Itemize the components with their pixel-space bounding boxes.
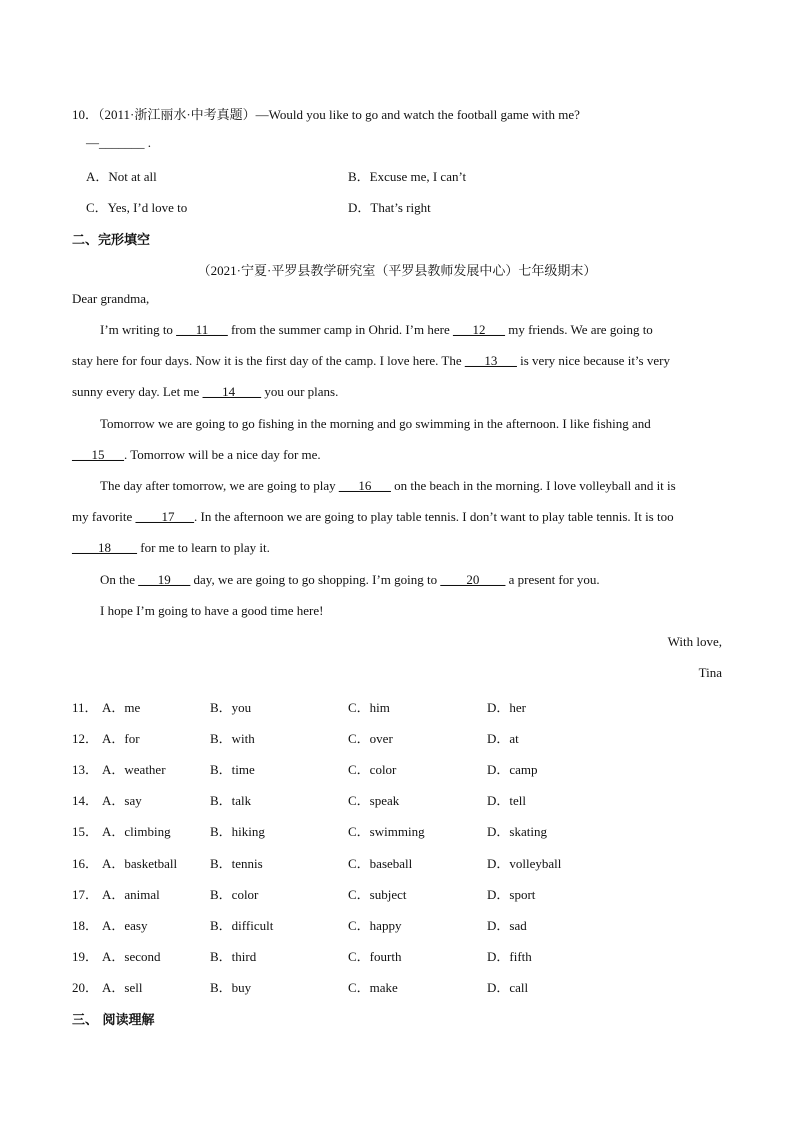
section-heading-reading: 三、 阅读理解 <box>72 1013 155 1028</box>
letter-p1-line3: sunny every day. Let me ___14____ you our plans. <box>72 384 339 399</box>
letter-p3-line3: ____18____ for me to learn to play it. <box>72 540 270 555</box>
letter-p1-line1: I’m writing to ___11___ from the summer camp in Ohrid. I’m here ___12___ my friends. We are going to <box>100 322 653 337</box>
letter-closing: With love, <box>667 634 722 649</box>
letter-signature: Tina <box>698 665 722 680</box>
choice-row-13: 13． A．weather B．time C．color D．camp <box>72 762 538 777</box>
question-10-option-b: B．Excuse me, I can’t <box>348 169 467 184</box>
letter-p1-line2: stay here for four days. Now it is the first day of the camp. I love here. The ___13___ is very nice because it’s very <box>72 353 670 368</box>
letter-p5: I hope I’m going to have a good time here! <box>100 603 324 618</box>
letter-p2-line2: ___15___. Tomorrow will be a nice day for me. <box>72 447 321 462</box>
question-10-option-a: A．Not at all <box>86 169 157 184</box>
choice-row-14: 14． A．say B．talk C．speak D．tell <box>72 793 526 808</box>
question-10-option-d: D．That’s right <box>348 200 431 215</box>
letter-p2-line1: Tomorrow we are going to go fishing in the morning and go swimming in the afternoon. I like fishing and <box>100 416 651 431</box>
blank-15: ___15___ <box>72 447 124 462</box>
letter-p4-line1: On the ___19___ day, we are going to go shopping. I’m going to ____20____ a present for you. <box>100 572 600 587</box>
choice-row-11: 11． A．me B．you C．him D．her <box>72 700 526 715</box>
blank-17: ____17___ <box>135 509 195 524</box>
letter-p3-line2: my favorite ____17___. In the afternoon we are going to play table tennis. I don’t want to play table tennis. It is too <box>72 509 674 524</box>
question-10-option-c: C．Yes, I’d love to <box>86 200 188 215</box>
blank-20: ____20____ <box>440 572 506 587</box>
blank-18: ____18____ <box>72 540 137 555</box>
blank-11: ___11___ <box>176 322 228 337</box>
question-10-answer-line: —_______ . <box>86 135 151 150</box>
choice-row-18: 18． A．easy B．difficult C．happy D．sad <box>72 918 527 933</box>
choice-row-20: 20． A．sell B．buy C．make D．call <box>72 980 529 995</box>
choice-row-16: 16． A．basketball B．tennis C．baseball D．volleyball <box>72 856 562 871</box>
blank-13: ___13___ <box>464 353 517 368</box>
choice-row-12: 12． A．for B．with C．over D．at <box>72 731 519 746</box>
choice-row-15: 15． A．climbing B．hiking C．swimming D．skating <box>72 824 547 839</box>
choice-row-19: 19． A．second B．third C．fourth D．fifth <box>72 949 532 964</box>
blank-12: ___12___ <box>452 322 505 337</box>
choice-row-17: 17． A．animal B．color C．subject D．sport <box>72 887 536 902</box>
letter-p3-line1: The day after tomorrow, we are going to play ___16___ on the beach in the morning. I love volleyball and it is <box>100 478 676 493</box>
blank-16: ___16___ <box>338 478 391 493</box>
cloze-source: （2021·宁夏·平罗县教学研究室（平罗县教师发展中心）七年级期末） <box>197 263 597 278</box>
letter-salutation: Dear grandma, <box>72 291 150 306</box>
blank-14: ___14____ <box>202 384 262 399</box>
question-10-stem: 10．（2011·浙江丽水·中考真题）—Would you like to go and watch the football game with me? <box>72 107 580 122</box>
section-heading-cloze: 二、完形填空 <box>72 233 151 248</box>
blank-19: ___19___ <box>138 572 191 587</box>
